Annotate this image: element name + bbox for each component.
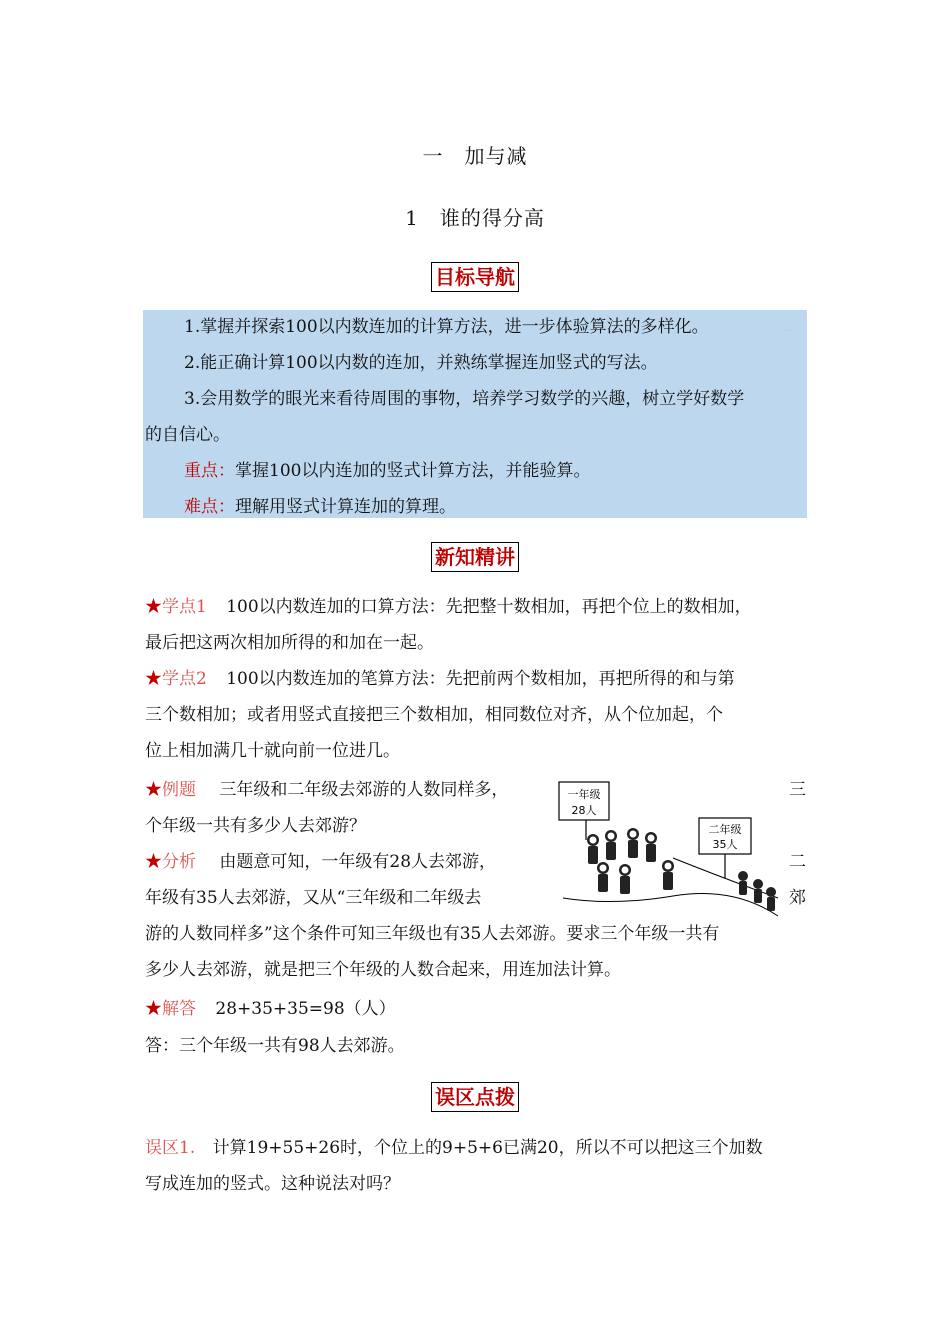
example-label: 例题 — [162, 780, 196, 800]
key-point — [184, 460, 590, 482]
mistakes-heading: 误区点拨 — [431, 1082, 519, 1112]
mistake-1-label: 误区1. — [145, 1138, 196, 1158]
mistake-1-text: 计算19+55+26时，个位上的9+5+6已满20，所以不可以把这三个加数 — [212, 1138, 763, 1158]
goal-item-2: 2.能正确计算100以内数的连加，并熟练掌握连加竖式的写法。 — [184, 353, 658, 373]
difficult-point-label: 难点： — [184, 497, 235, 517]
point1-label: 学点1 — [162, 597, 207, 617]
point2-cont-1: 三个数相加；或者用竖式直接把三个数相加，相同数位对齐，从个位加起，个 — [145, 705, 723, 725]
goal-item-1: 1.掌握并探索100以内数连加的计算方法，进一步体验算法的多样化。 — [184, 317, 709, 337]
example-cont: 个年级一共有多少人去郊游？ — [145, 816, 366, 836]
analysis-cont-3: 多少人去郊游，就是把三个年级的人数合起来，用连加法计算。 — [145, 960, 621, 980]
sign1-line2: 28人 — [571, 804, 597, 817]
analysis-cont-2: 游的人数同样多”这个条件可知三年级也有35人去郊游。要求三个年级一共有 — [145, 924, 720, 944]
key-point-text: 掌握100以内连加的竖式计算方法，并能验算。 — [235, 461, 591, 481]
point2-label: 学点2 — [162, 669, 207, 689]
goals-box — [143, 310, 807, 518]
mistake-1-cont: 写成连加的竖式。这种说法对吗？ — [145, 1174, 400, 1194]
corner-mark: ····· — [783, 328, 793, 335]
sign2-line2: 35人 — [712, 838, 738, 851]
new-knowledge-heading: 新知精讲 — [431, 542, 519, 572]
example-line-end: 三 — [789, 780, 806, 800]
mistakes-heading-wrap — [0, 1082, 950, 1112]
analysis-text: 由题意可知，一年级有28人去郊游， — [219, 852, 497, 872]
new-knowledge-heading-wrap — [0, 542, 950, 572]
point1-text: 100以内数连加的口算方法：先把整十数相加，再把个位上的数相加， — [226, 597, 752, 617]
point1-cont: 最后把这两次相加所得的和加在一起。 — [145, 633, 434, 653]
analysis-line-end: 二 — [789, 852, 806, 872]
star-icon: ★ — [145, 780, 162, 800]
point2 — [145, 668, 735, 690]
sign2-line1: 二年级 — [708, 823, 742, 836]
difficult-point — [184, 496, 456, 518]
difficult-point-text: 理解用竖式计算连加的算理。 — [235, 497, 456, 517]
mistake-1 — [145, 1137, 763, 1159]
analysis-cont-1-end: 郊 — [789, 888, 806, 908]
goals-heading-wrap — [0, 262, 950, 292]
star-icon: ★ — [145, 597, 162, 617]
field-trip-illustration — [553, 778, 783, 918]
answer-formula: 28+35+35=98（人） — [215, 999, 396, 1019]
answer-label: 解答 — [162, 999, 196, 1019]
star-icon: ★ — [145, 669, 162, 689]
unit-title: 一 加与减 — [422, 144, 528, 168]
example-text: 三年级和二年级去郊游的人数同样多， — [219, 780, 509, 800]
sign1-line1: 一年级 — [567, 788, 601, 801]
goal-item-3: 3.会用数学的眼光来看待周围的事物，培养学习数学的兴趣，树立学好数学 — [184, 389, 745, 409]
point1 — [145, 596, 752, 618]
point2-cont-2: 位上相加满几十就向前一位进几。 — [145, 741, 400, 761]
example — [145, 779, 508, 801]
analysis-cont-1: 年级有35人去郊游，又从“三年级和二年级去 — [145, 888, 482, 908]
answer-text: 答：三个年级一共有98人去郊游。 — [145, 1036, 405, 1056]
key-point-label: 重点： — [184, 461, 235, 481]
goals-heading: 目标导航 — [431, 262, 519, 292]
goal-item-3-cont: 的自信心。 — [145, 425, 230, 445]
star-icon: ★ — [145, 852, 162, 872]
analysis — [145, 851, 496, 873]
answer — [145, 998, 396, 1020]
star-icon: ★ — [145, 999, 162, 1019]
point2-text: 100以内数连加的笔算方法：先把前两个数相加，再把所得的和与第 — [226, 669, 735, 689]
analysis-label: 分析 — [162, 852, 196, 872]
lesson-title: 1 谁的得分高 — [405, 206, 545, 230]
